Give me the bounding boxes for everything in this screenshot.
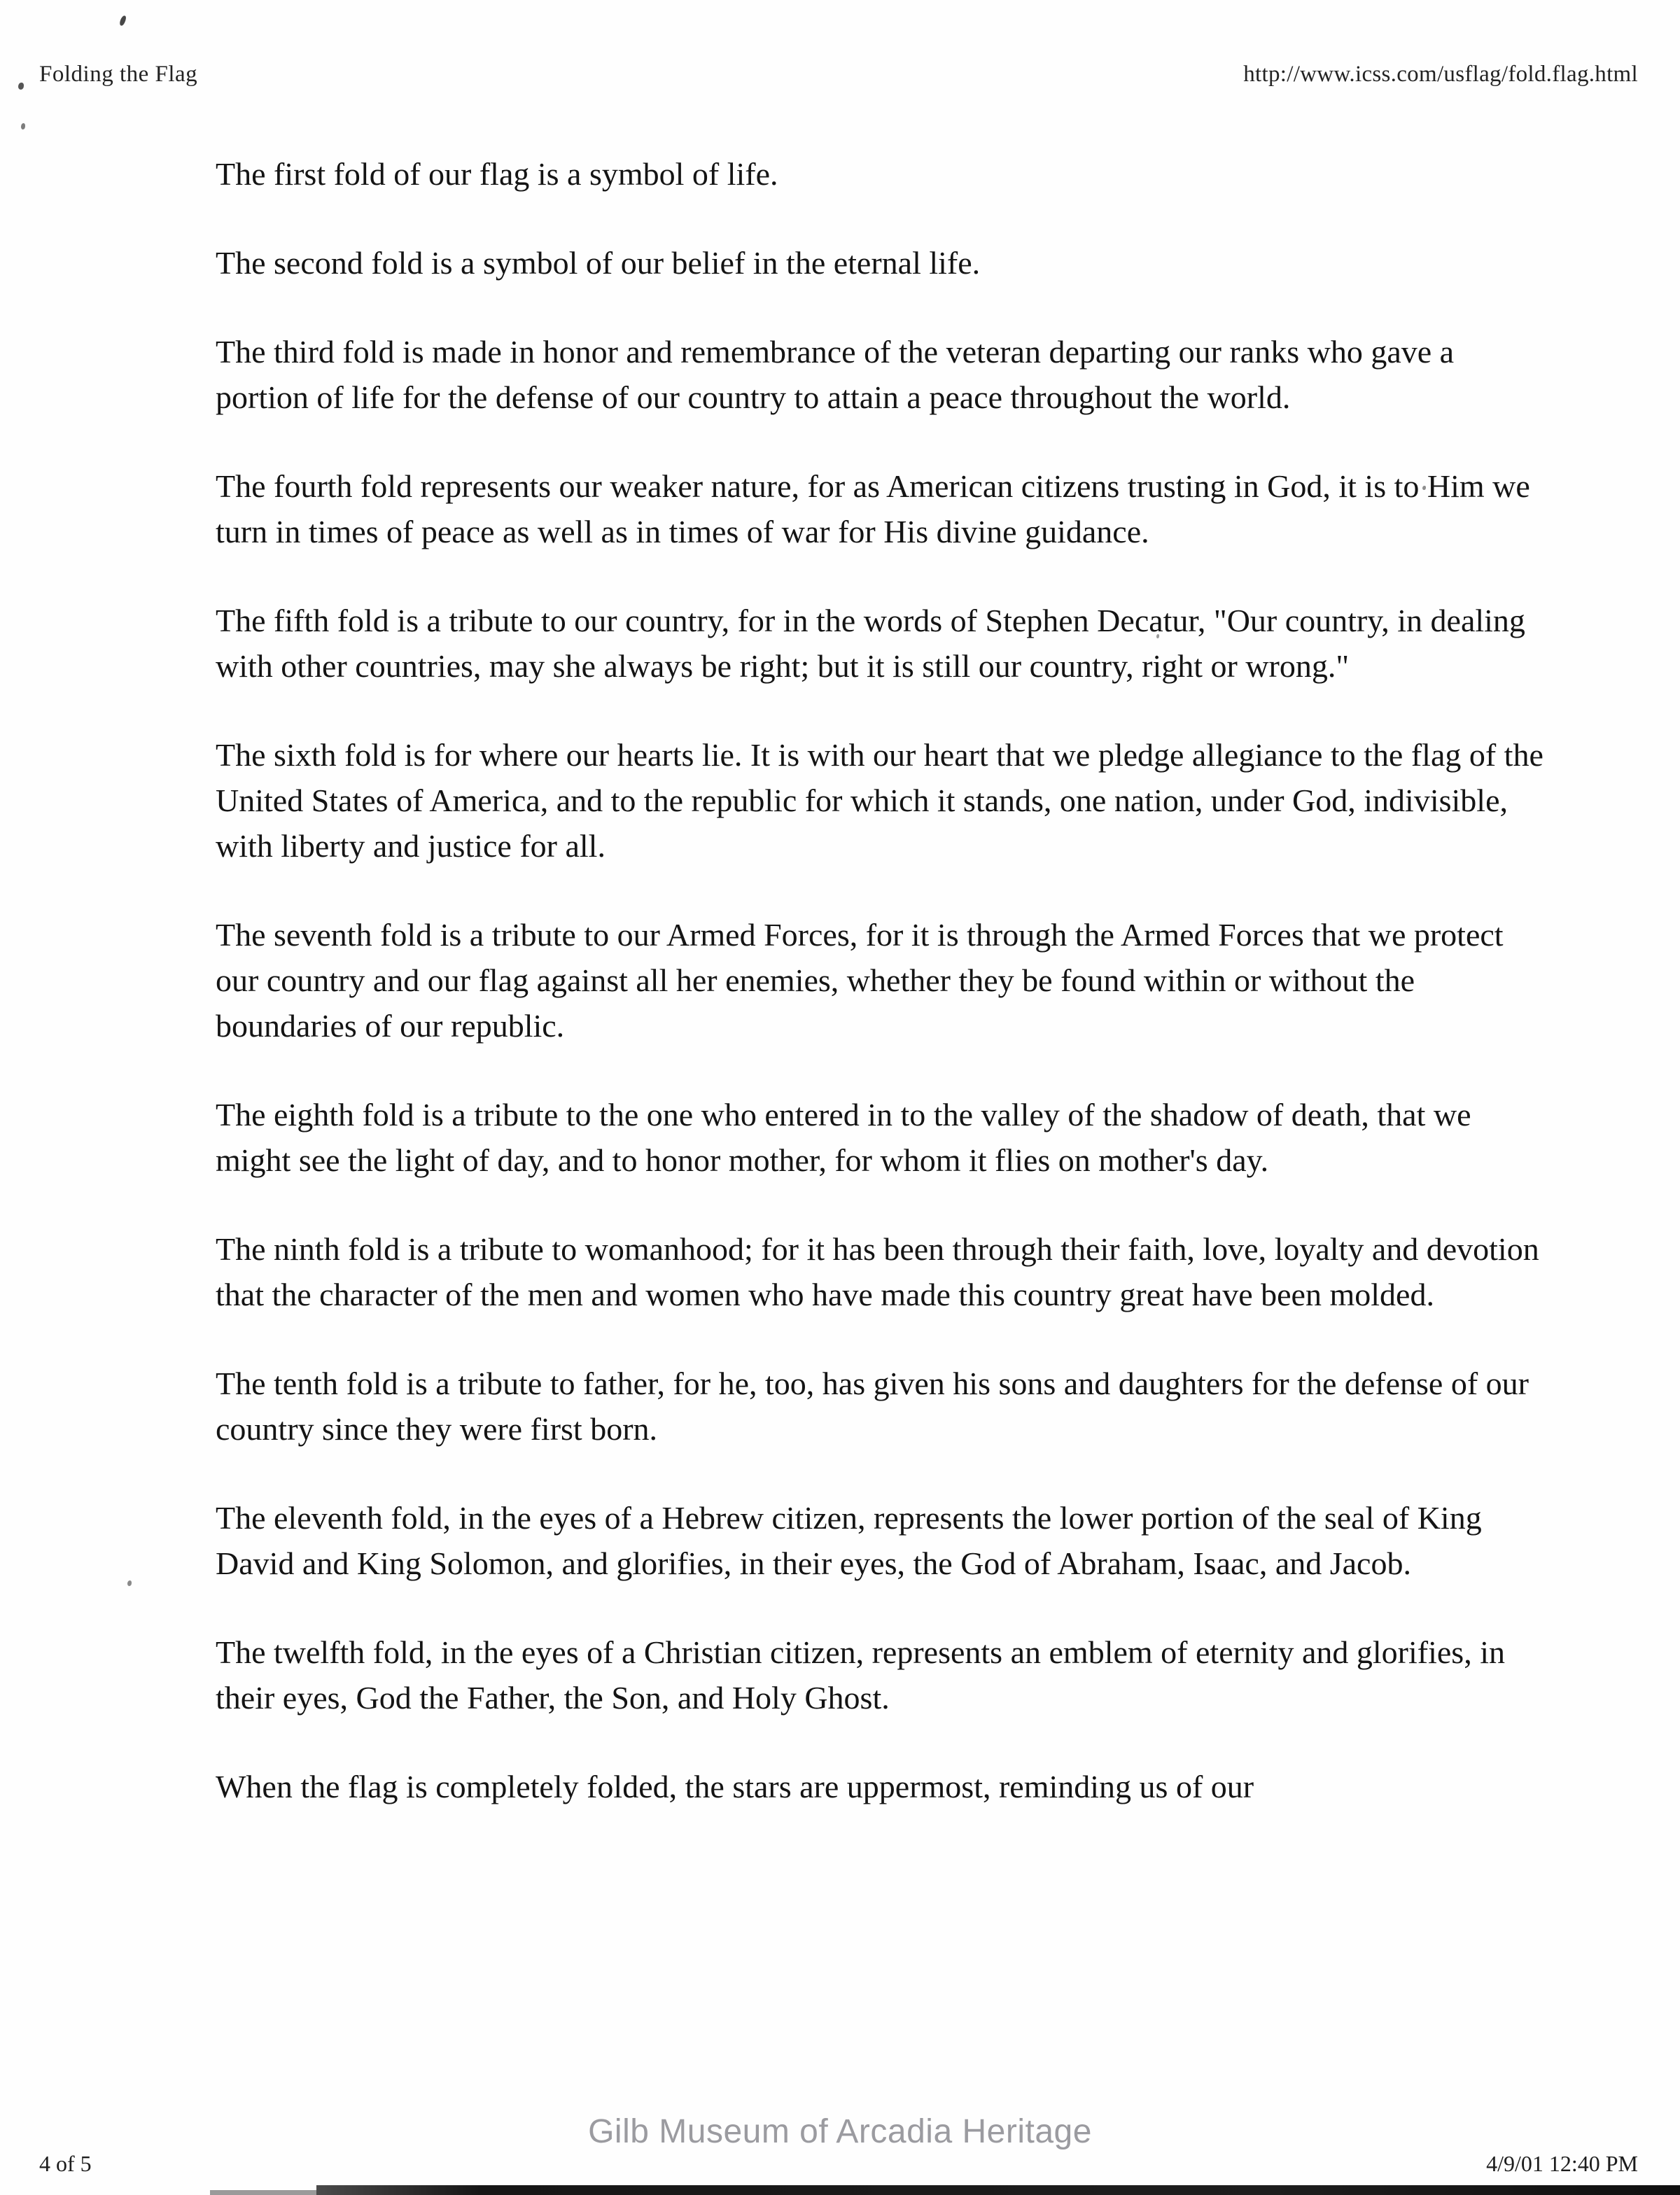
footer-page-number: 4 of 5 (39, 2151, 92, 2176)
page-footer (39, 2151, 1638, 2177)
paragraph-ninth-fold: The ninth fold is a tribute to womanhood; for it has been through their faith, love, loyalty and devotion that the character of the men and women who have made this country great have been molded. (216, 1231, 1539, 1312)
scan-artifact (21, 123, 25, 129)
footer-timestamp: 4/9/01 12:40 PM (1486, 2151, 1638, 2176)
paragraph-twelfth-fold: The twelfth fold, in the eyes of a Christian citizen, represents an emblem of eternity and glorifies, in their eyes, God the Father, the Son, and Holy Ghost. (216, 1634, 1505, 1716)
paragraph-sixth-fold: The sixth fold is for where our hearts lie. It is with our heart that we pledge allegiance to the flag of the United States of America, and to the republic for which it stands, one nation, under God, indivisible, with liberty and justice for all. (216, 737, 1544, 864)
paragraph-second-fold: The second fold is a symbol of our belief in the eternal life. (216, 245, 981, 281)
paragraph-eighth-fold: The eighth fold is a tribute to the one who entered in to the valley of the shadow of death, that we might see the light of day, and to honor mother, for whom it flies on mother's day. (216, 1097, 1471, 1178)
header-title: Folding the Flag (39, 62, 198, 87)
paragraph-folded-flag: When the flag is completely folded, the stars are uppermost, reminding us of our (216, 1769, 1254, 1804)
paragraph-seventh-fold: The seventh fold is a tribute to our Armed Forces, for it is through the Armed Forces that we protect our country and our flag against all her enemies, whether they be found within or without the boundaries of our republic. (216, 917, 1504, 1044)
header-url: http://www.icss.com/usflag/fold.flag.html (1243, 62, 1638, 87)
scanner-edge-light (210, 2190, 316, 2195)
scan-artifact (18, 83, 24, 90)
paragraph-fifth-fold: The fifth fold is a tribute to our country, for in the words of Stephen Decatur, "Our country, in dealing with other countries, may she always be right; but it is still our country, right or wrong." (216, 603, 1525, 684)
page-header (39, 62, 1638, 87)
paragraph-third-fold: The third fold is made in honor and remembrance of the veteran departing our ranks who gave a portion of life for the defense of our country to attain a peace throughout the world. (216, 334, 1455, 415)
scanner-edge (316, 2185, 1680, 2195)
scan-artifact (127, 1580, 132, 1586)
paragraph-eleventh-fold: The eleventh fold, in the eyes of a Hebrew citizen, represents the lower portion of the seal of King David and King Solomon, and glorifies, in their eyes, the God of Abraham, Isaac, and Jacob. (216, 1500, 1482, 1581)
document-body (216, 151, 1554, 1853)
paragraph-fourth-fold: The fourth fold represents our weaker nature, for as American citizens trusting in God, it is to Him we turn in times of peace as well as in times of war for His divine guidance. (216, 468, 1530, 549)
paragraph-tenth-fold: The tenth fold is a tribute to father, for he, too, has given his sons and daughters for the defense of our country since they were first born. (216, 1366, 1529, 1447)
paragraph-first-fold: The first fold of our flag is a symbol of life. (216, 156, 778, 192)
scan-artifact (119, 15, 127, 26)
watermark: Gilb Museum of Arcadia Heritage (588, 2113, 1092, 2150)
